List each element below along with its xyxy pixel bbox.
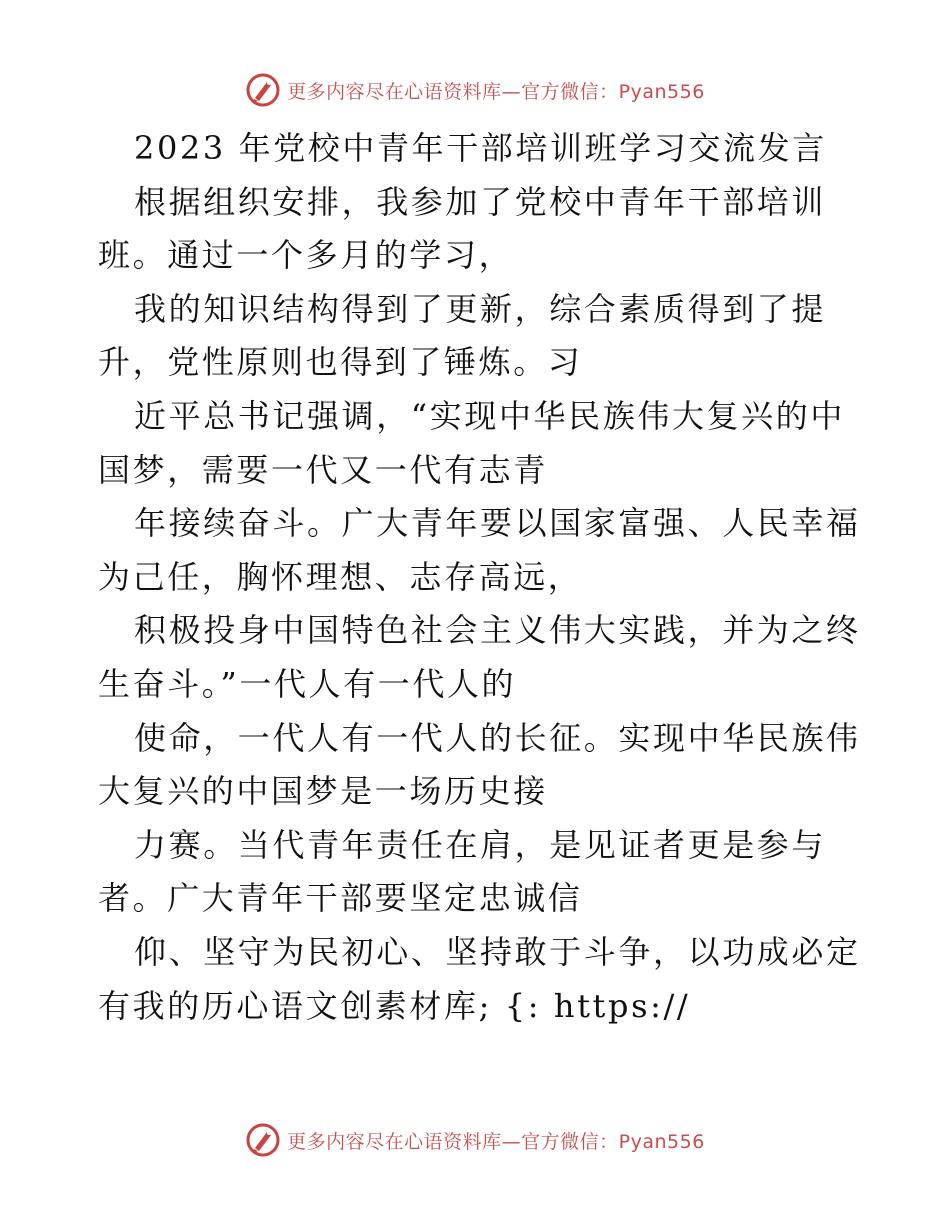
text-line: 2023 年党校中青年干部培训班学习交流发言 <box>134 129 827 167</box>
pen-logo-icon <box>245 1122 281 1158</box>
document-body <box>98 122 861 1033</box>
text-line: 国梦，需要一代又一代有志青 <box>98 450 548 489</box>
watermark-footer <box>0 1120 950 1160</box>
text-line: 大复兴的中国梦是一场历史接 <box>98 772 548 811</box>
watermark-header <box>0 70 950 110</box>
text-line: 生奋斗。”一代人有一代人的 <box>98 664 517 703</box>
pen-logo-icon <box>245 72 281 108</box>
text-line: 力赛。当代青年责任在肩，是见证者更是参与 <box>134 825 827 864</box>
text-line: 使命，一代人有一代人的长征。实现中华民族伟 <box>134 718 861 757</box>
text-line: 根据组织安排，我参加了党校中青年干部培训 <box>134 182 827 221</box>
text-line: 者。广大青年干部要坚定忠诚信 <box>98 879 583 918</box>
text-line: 班。通过一个多月的学习， <box>98 236 514 275</box>
text-line: 年接续奋斗。广大青年要以国家富强、人民幸福 <box>134 504 861 543</box>
text-line: 仰、坚守为民初心、坚持敢于斗争，以功成必定 <box>134 932 861 971</box>
text-line: 升，党性原则也得到了锤炼。习 <box>98 343 583 382</box>
watermark-text: 更多内容尽在心语资料库—官方微信：Pyan556 <box>287 80 705 103</box>
text-line: 为己任，胸怀理想、志存高远， <box>98 557 583 596</box>
watermark-text: 更多内容尽在心语资料库—官方微信：Pyan556 <box>287 1130 705 1153</box>
text-line: 有我的历心语文创素材库; {: https:// <box>98 986 691 1025</box>
text-line: 积极投身中国特色社会主义伟大实践，并为之终 <box>134 611 861 650</box>
text-line: 近平总书记强调，“实现中华民族伟大复兴的中 <box>134 396 845 435</box>
text-line: 我的知识结构得到了更新，综合素质得到了提 <box>134 289 827 328</box>
